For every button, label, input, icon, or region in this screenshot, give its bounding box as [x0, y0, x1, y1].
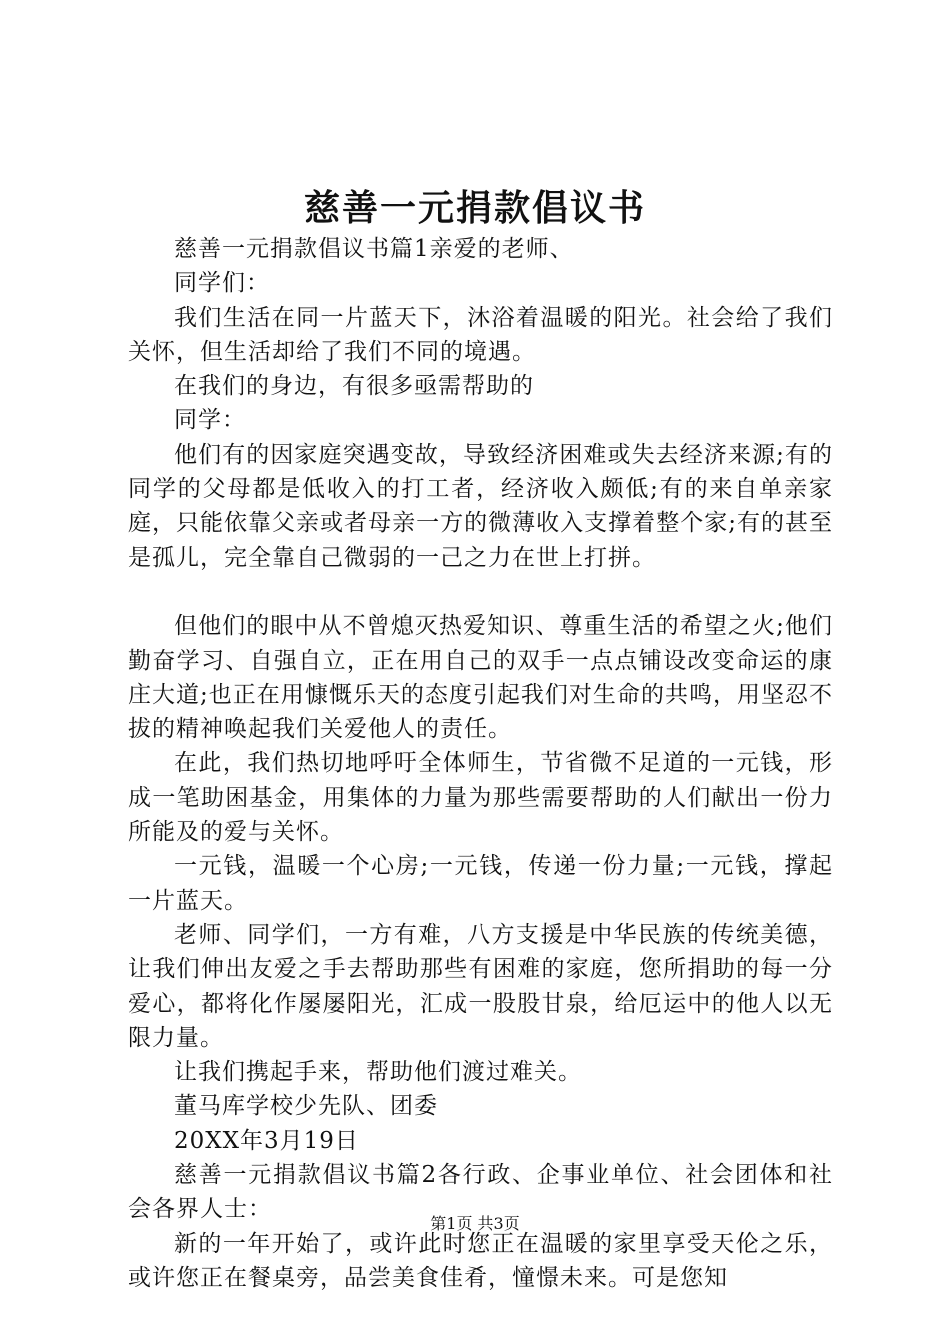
paragraph: 慈善一元捐款倡议书篇2各行政、企事业单位、社会团体和社会各界人士： [128, 1162, 833, 1223]
signature-date: 20XX年3月19日 [174, 1127, 359, 1154]
paragraph: 慈善一元捐款倡议书篇1亲爱的老师、 [174, 236, 574, 262]
page-footer: 第1页 共3页 [430, 1214, 520, 1233]
paragraph: 让我们携起手来，帮助他们渡过难关。 [174, 1059, 582, 1086]
signature-organization: 董马库学校少先队、团委 [174, 1093, 438, 1120]
paragraph: 同学们： [174, 270, 270, 297]
paragraph: 他们有的因家庭突遇变故，导致经济困难或失去经济来源;有的同学的父母都是低收入的打工者，经济收入颇低;有的来自单亲家庭，只能依靠父亲或者母亲一方的微薄收入支撑着整个家;有的甚至是孤儿，完全靠自己微弱的一己之力在世上打拼。 [128, 441, 833, 571]
document-title: 慈善一元捐款倡议书 [303, 187, 646, 229]
blank-line [128, 575, 833, 609]
paragraph: 但他们的眼中从不曾熄灭热爱知识、尊重生活的希望之火;他们勤奋学习、自强自立，正在用自己的双手一点点铺设改变命运的康庄大道;也正在用慷慨乐天的态度引起我们对生命的共鸣，用坚忍不拔的精神唤起我们关爱他人的责任。 [128, 613, 833, 743]
paragraph: 同学： [174, 407, 246, 434]
paragraph: 老师、同学们，一方有难，八方支援是中华民族的传统美德，让我们伸出友爱之手去帮助那些有困难的家庭，您所捐助的每一分爱心，都将化作屡屡阳光，汇成一股股甘泉，给厄运中的他人以无限力量。 [128, 921, 833, 1051]
paragraph: 新的一年开始了，或许此时您正在温暖的家里享受天伦之乐，或许您正在餐桌旁，品尝美食佳肴，憧憬未来。可是您知 [128, 1230, 833, 1291]
paragraph: 在我们的身边，有很多亟需帮助的 [174, 373, 534, 400]
paragraph: 我们生活在同一片蓝天下，沐浴着温暖的阳光。社会给了我们关怀，但生活却给了我们不同的境遇。 [128, 304, 833, 365]
paragraph: 在此，我们热切地呼吁全体师生，节省微不足道的一元钱，形成一笔助困基金，用集体的力量为那些需要帮助的人们献出一份力所能及的爱与关怀。 [128, 750, 833, 846]
document-body [128, 232, 833, 1295]
paragraph: 一元钱，温暖一个心房;一元钱，传递一份力量;一元钱，撑起一片蓝天。 [128, 853, 833, 914]
